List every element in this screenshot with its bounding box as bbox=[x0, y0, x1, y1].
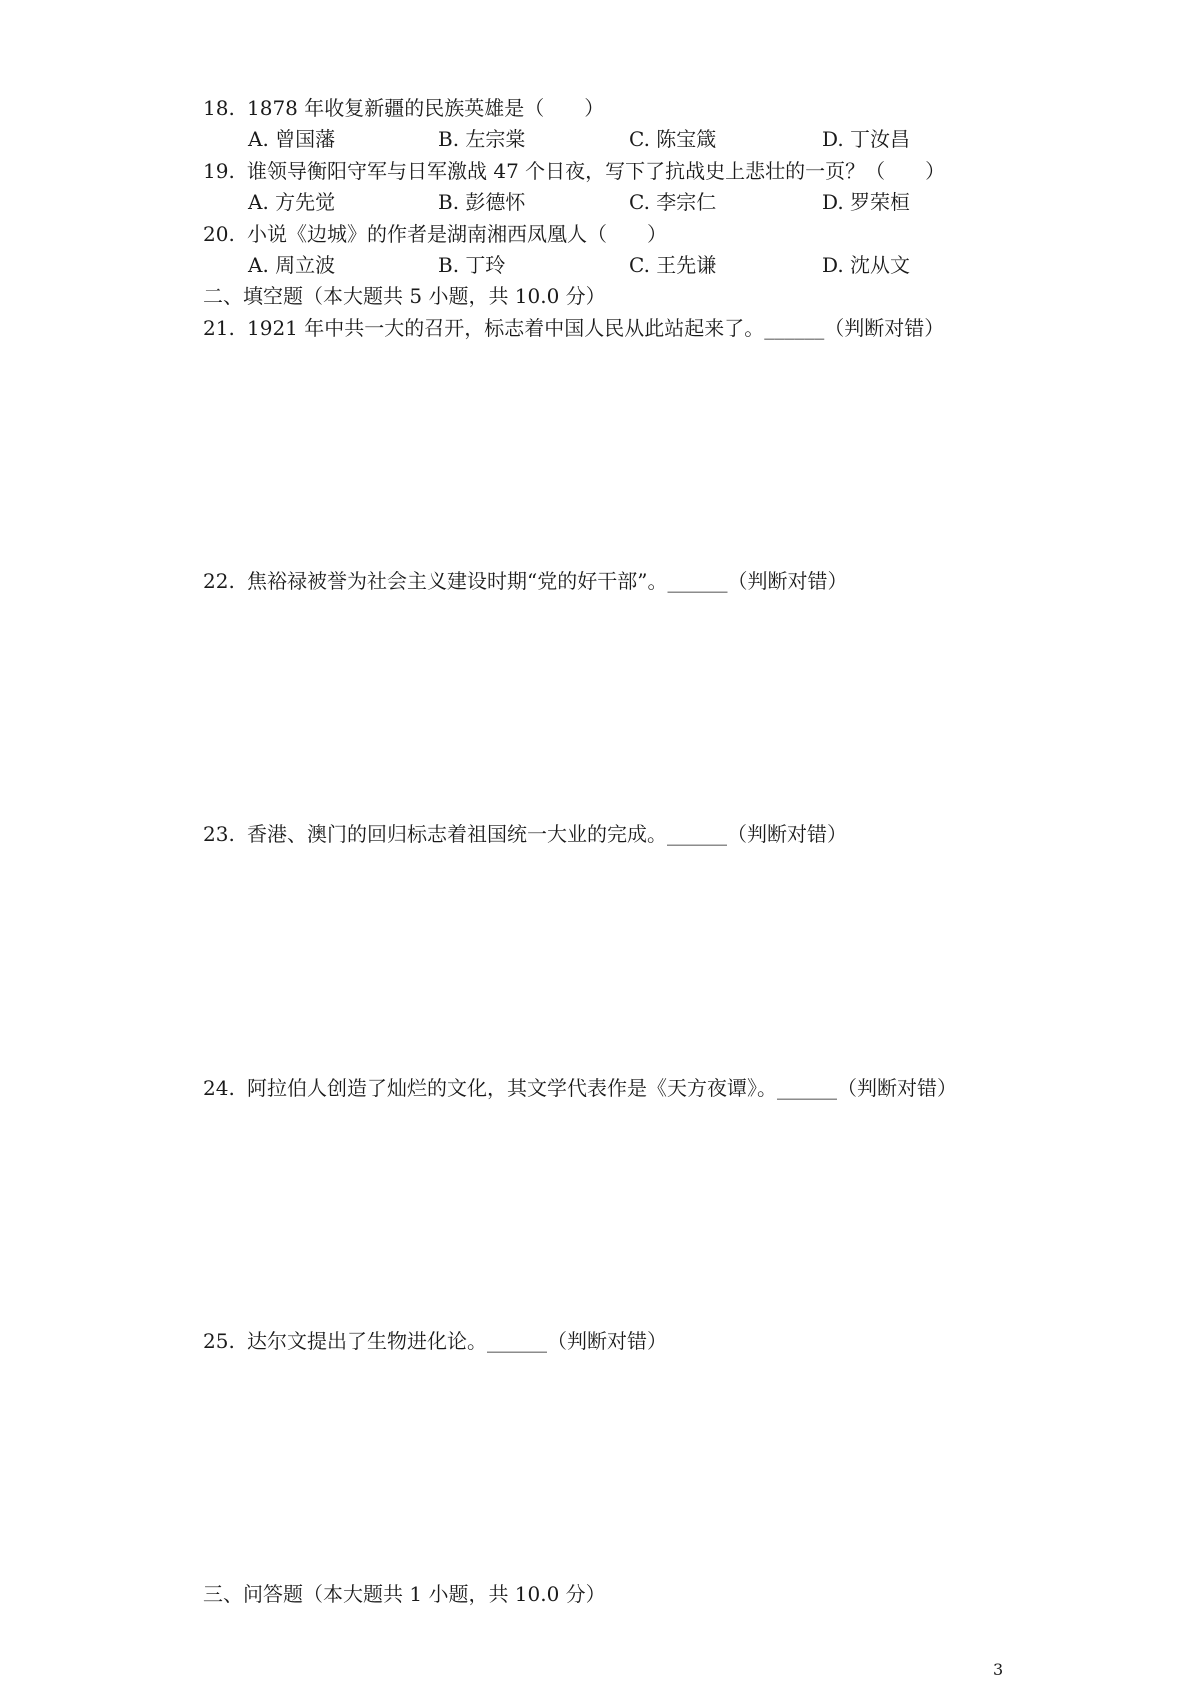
question-text: 1878 年收复新疆的民族英雄是（ ） bbox=[247, 96, 605, 120]
page-number: 3 bbox=[993, 1660, 1004, 1679]
section-3-title: 三、问答题（本大题共 1 小题，共 10.0 分） bbox=[203, 1582, 606, 1606]
question-21 bbox=[203, 314, 944, 342]
option-d: D. 丁汝昌 bbox=[822, 127, 911, 151]
option-c: C. 王先谦 bbox=[629, 253, 717, 277]
question-number: 22. bbox=[203, 569, 235, 593]
question-number: 21. bbox=[203, 316, 235, 340]
question-text: 达尔文提出了生物进化论。______（判断对错） bbox=[247, 1329, 667, 1353]
question-18 bbox=[203, 94, 604, 122]
question-number: 24. bbox=[203, 1076, 235, 1100]
question-text: 焦裕禄被誉为社会主义建设时期“党的好干部”。______（判断对错） bbox=[247, 569, 848, 593]
question-24 bbox=[203, 1074, 957, 1102]
question-19 bbox=[203, 157, 945, 185]
option-a: A. 曾国藩 bbox=[248, 127, 336, 151]
section-2-title: 二、填空题（本大题共 5 小题，共 10.0 分） bbox=[203, 284, 606, 308]
question-22 bbox=[203, 567, 847, 595]
option-b: B. 丁玲 bbox=[438, 253, 506, 277]
question-number: 20. bbox=[203, 222, 235, 246]
question-23 bbox=[203, 820, 847, 848]
question-number: 23. bbox=[203, 822, 235, 846]
option-d: D. 沈从文 bbox=[822, 253, 911, 277]
option-a: A. 方先觉 bbox=[248, 190, 336, 214]
question-text: 谁领导衡阳守军与日军激战 47 个日夜，写下了抗战史上悲壮的一页？（ ） bbox=[247, 159, 946, 183]
question-number: 18. bbox=[203, 96, 235, 120]
option-c: C. 李宗仁 bbox=[629, 190, 717, 214]
question-text: 阿拉伯人创造了灿烂的文化，其文学代表作是《天方夜谭》。______（判断对错） bbox=[247, 1076, 957, 1100]
option-b: B. 彭德怀 bbox=[438, 190, 526, 214]
question-25 bbox=[203, 1327, 667, 1355]
option-b: B. 左宗棠 bbox=[438, 127, 526, 151]
question-20 bbox=[203, 220, 667, 248]
option-d: D. 罗荣桓 bbox=[822, 190, 911, 214]
question-number: 19. bbox=[203, 159, 235, 183]
question-text: 1921 年中共一大的召开，标志着中国人民从此站起来了。______（判断对错） bbox=[247, 316, 945, 340]
option-a: A. 周立波 bbox=[248, 253, 336, 277]
option-c: C. 陈宝箴 bbox=[629, 127, 717, 151]
question-text: 小说《边城》的作者是湖南湘西凤凰人（ ） bbox=[247, 222, 667, 246]
question-text: 香港、澳门的回归标志着祖国统一大业的完成。______（判断对错） bbox=[247, 822, 847, 846]
question-number: 25. bbox=[203, 1329, 235, 1353]
